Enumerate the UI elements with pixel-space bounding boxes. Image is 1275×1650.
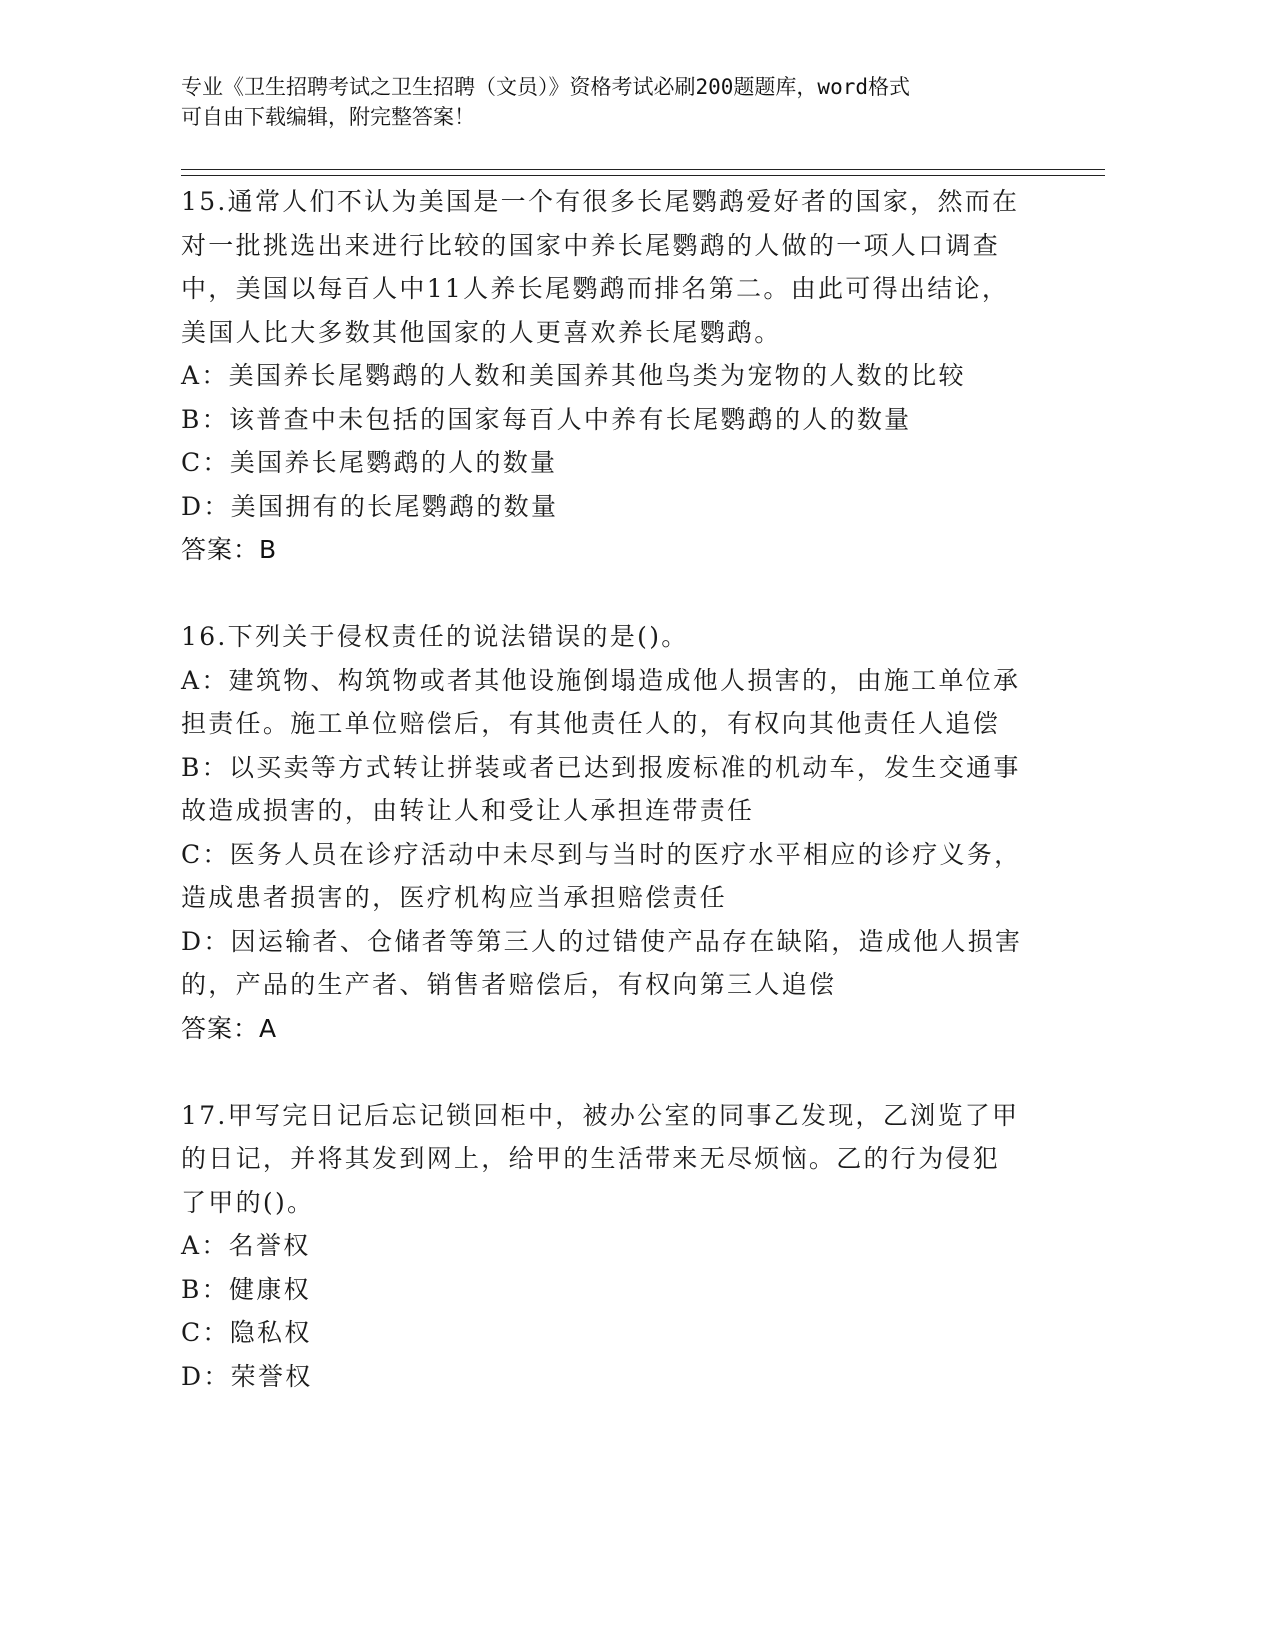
option-line: D：美国拥有的长尾鹦鹉的数量	[181, 491, 559, 521]
option-line: B：健康权	[181, 1274, 311, 1304]
option-line: 故造成损害的，由转让人和受让人承担连带责任	[181, 796, 755, 825]
header-line-1: 专业《卫生招聘考试之卫生招聘（文员）》资格考试必刷200题题库，word格式	[181, 75, 910, 99]
question-block	[181, 1094, 1105, 1399]
question-block	[181, 615, 1105, 1050]
option-line: 造成患者损害的，医疗机构应当承担赔偿责任	[181, 883, 728, 912]
question-list	[181, 180, 1105, 1398]
question-text-line: 美国人比大多数其他国家的人更喜欢养长尾鹦鹉。	[181, 317, 782, 347]
question-text-line: 的日记，并将其发到网上，给甲的生活带来无尽烦恼。乙的行为侵犯	[181, 1144, 1001, 1173]
question-text-line: 对一批挑选出来进行比较的国家中养长尾鹦鹉的人做的一项人口调查	[181, 230, 1001, 260]
option-line: 的，产品的生产者、销售者赔偿后，有权向第三人追偿	[181, 970, 837, 999]
option-line: 担责任。施工单位赔偿后，有其他责任人的，有权向其他责任人追偿	[181, 709, 1001, 738]
question-text-line: 了甲的()。	[181, 1187, 315, 1217]
header-divider-top	[181, 169, 1105, 170]
header-line-2: 可自由下载编辑，附完整答案！	[181, 105, 475, 129]
answer-line: 答案：B	[181, 535, 278, 564]
question-text-line: 15.通常人们不认为美国是一个有很多长尾鹦鹉爱好者的国家，然而在	[181, 187, 1020, 216]
header-divider-bottom	[181, 175, 1105, 176]
option-line: A：建筑物、构筑物或者其他设施倒塌造成他人损害的，由施工单位承	[181, 665, 1021, 695]
option-line: D：因运输者、仓储者等第三人的过错使产品存在缺陷，造成他人损害	[181, 926, 1023, 956]
question-text-line: 中，美国以每百人中11人养长尾鹦鹉而排名第二。由此可得出结论，	[181, 274, 1010, 303]
option-line: D：荣誉权	[181, 1361, 313, 1391]
answer-line: 答案：A	[181, 1013, 278, 1043]
document-header	[181, 72, 1081, 132]
question-spacer	[181, 572, 1105, 616]
question-spacer	[181, 1050, 1105, 1094]
option-line: B：该普查中未包括的国家每百人中养有长尾鹦鹉的人的数量	[181, 404, 912, 434]
option-line: C：医务人员在诊疗活动中未尽到与当时的医疗水平相应的诊疗义务，	[181, 839, 1022, 869]
question-text-line: 16.下列关于侵权责任的说法错误的是()。	[181, 622, 689, 651]
option-line: C：美国养长尾鹦鹉的人的数量	[181, 448, 558, 477]
option-line: C：隐私权	[181, 1318, 312, 1347]
option-line: A：美国养长尾鹦鹉的人数和美国养其他鸟类为宠物的人数的比较	[181, 361, 966, 390]
option-line: B：以买卖等方式转让拼装或者已达到报废标准的机动车，发生交通事	[181, 752, 1021, 782]
option-line: A：名誉权	[181, 1231, 311, 1260]
question-block	[181, 180, 1105, 572]
question-text-line: 17.甲写完日记后忘记锁回柜中，被办公室的同事乙发现，乙浏览了甲	[181, 1100, 1020, 1130]
